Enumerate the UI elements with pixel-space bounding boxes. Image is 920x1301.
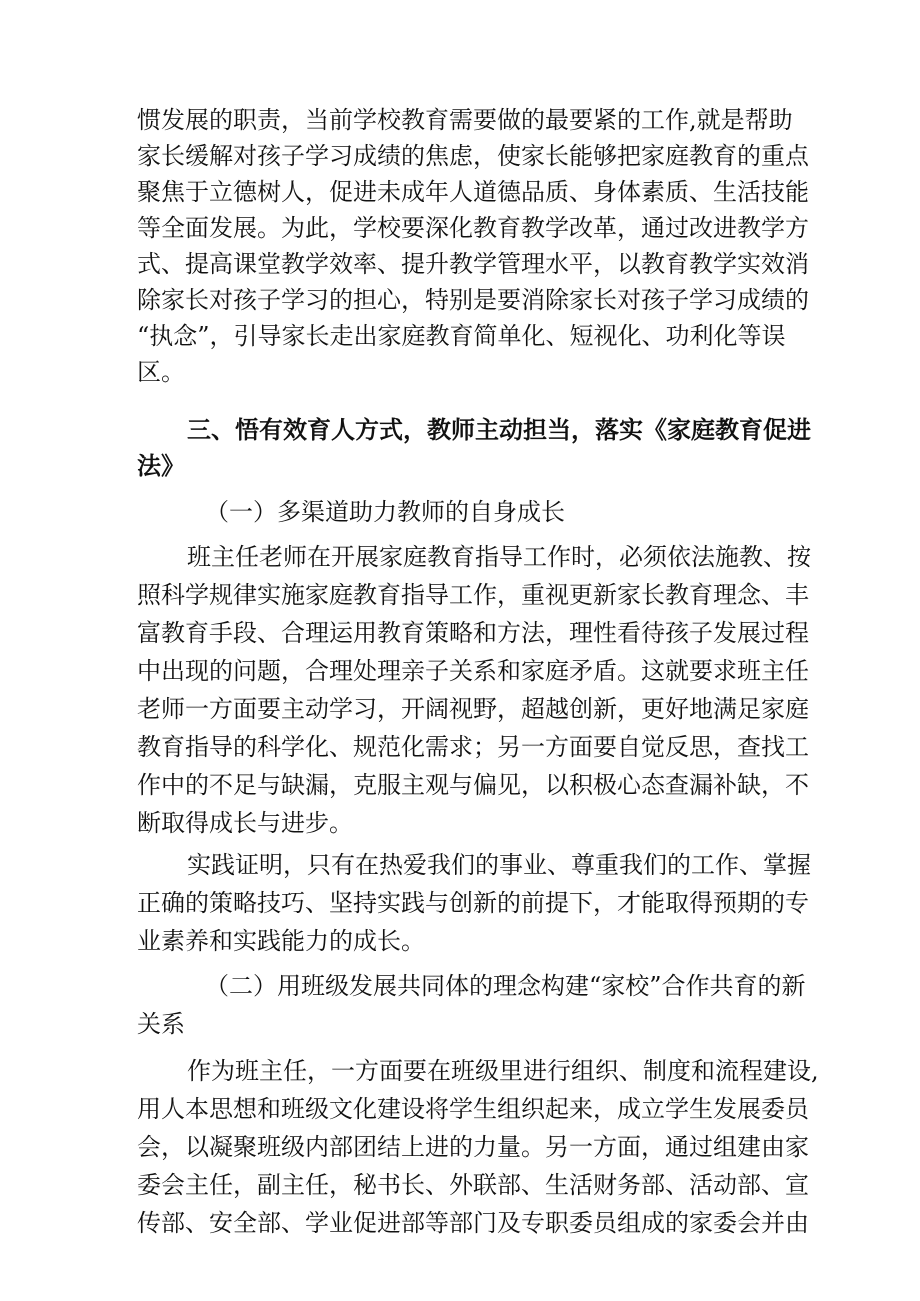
subsection-title-line: （二）用班级发展共同体的理念构建“家校”合作共育的新: [205, 972, 806, 1000]
paragraph-line: 照科学规律实施家庭教育指导工作，重视更新家长教育理念、丰: [137, 581, 809, 609]
paragraph-line: 式、提高课堂教学效率、提升教学管理水平，以教育教学实效消: [137, 250, 809, 278]
paragraph-line: 除家长对孩子学习的担心，特别是要消除家长对孩子学习成绩的: [137, 286, 809, 314]
paragraph-line: 班主任老师在开展家庭教育指导工作时，必须依法施教、按: [187, 543, 811, 571]
subsection-title-line: 关系: [137, 1010, 185, 1038]
paragraph-line: 作中的不足与缺漏，克服主观与偏见，以积极心态查漏补缺，不: [137, 771, 809, 799]
paragraph-line: 教育指导的科学化、规范化需求；另一方面要自觉反思，查找工: [137, 733, 809, 761]
paragraph-line: 作为班主任，一方面要在班级里进行组织、制度和流程建设,: [187, 1057, 819, 1085]
subsection-1-title: （一）多渠道助力教师的自身成长: [205, 498, 565, 526]
paragraph-line: 中出现的问题，合理处理亲子关系和家庭矛盾。这就要求班主任: [137, 657, 809, 685]
paragraph-line: 用人本思想和班级文化建设将学生组织起来，成立学生发展委员: [137, 1095, 809, 1123]
paragraph-line: 聚焦于立德树人，促进未成年人道德品质、身体素质、生活技能: [137, 178, 809, 206]
paragraph-line: 业素养和实践能力的成长。: [137, 927, 425, 955]
paragraph-line: 家长缓解对孩子学习成绩的焦虑，使家长能够把家庭教育的重点: [137, 142, 809, 170]
paragraph-line: 传部、安全部、学业促进部等部门及专职委员组成的家委会并由: [137, 1209, 809, 1237]
paragraph-line: 惯发展的职责，当前学校教育需要做的最要紧的工作,就是帮助: [137, 106, 793, 134]
paragraph-line: 等全面发展。为此，学校要深化教育教学改革，通过改进教学方: [137, 214, 809, 242]
paragraph-line: 富教育手段、合理运用教育策略和方法，理性看待孩子发展过程: [137, 619, 809, 647]
heading-line: 法》: [137, 452, 185, 480]
paragraph-line: 实践证明，只有在热爱我们的事业、尊重我们的工作、掌握: [187, 851, 811, 879]
heading-line: 三、悟有效育人方式，教师主动担当，落实《家庭教育促进: [187, 416, 811, 444]
paragraph-line: 正确的策略技巧、坚持实践与创新的前提下，才能取得预期的专: [137, 889, 809, 917]
paragraph-line: 会，以凝聚班级内部团结上进的力量。另一方面，通过组建由家: [137, 1133, 809, 1161]
paragraph-line: 委会主任，副主任，秘书长、外联部、生活财务部、活动部、宣: [137, 1171, 809, 1199]
paragraph-line: 老师一方面要主动学习，开阔视野，超越创新，更好地满足家庭: [137, 695, 809, 723]
paragraph-line: “执念”，引导家长走出家庭教育简单化、短视化、功利化等误: [137, 322, 786, 350]
paragraph-line: 断取得成长与进步。: [137, 809, 353, 837]
paragraph-line: 区。: [137, 358, 185, 386]
